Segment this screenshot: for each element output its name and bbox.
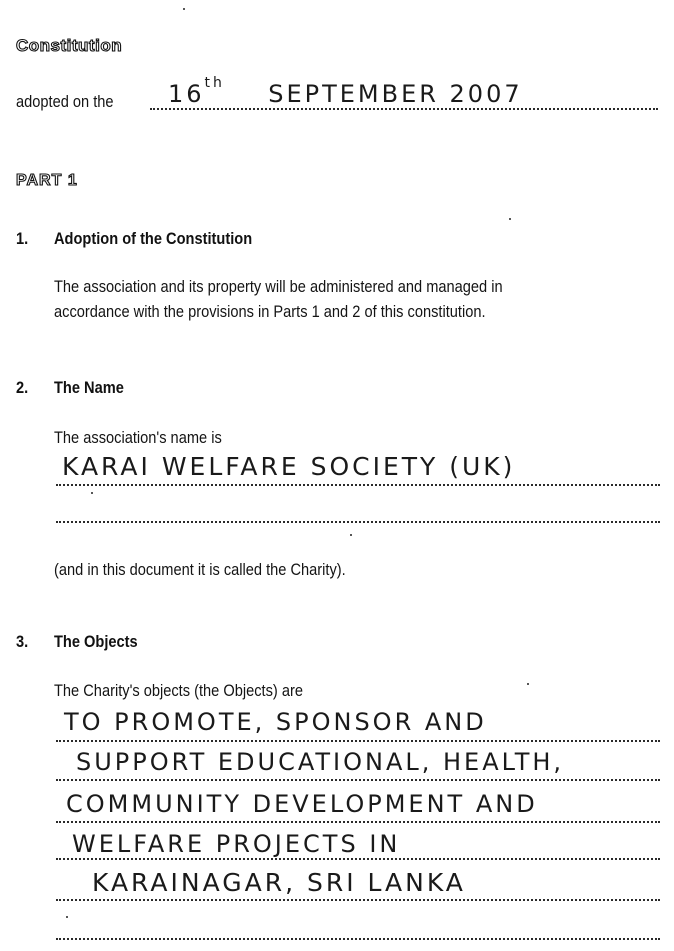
part-label: PART 1 bbox=[16, 172, 78, 189]
scan-speck bbox=[66, 916, 68, 918]
name-line-1 bbox=[56, 484, 660, 486]
scan-speck bbox=[509, 218, 511, 220]
objects-line-1: TO PROMOTE, SPONSOR AND bbox=[64, 708, 487, 736]
adopted-label: adopted on the bbox=[16, 92, 114, 111]
objects-dotted-line-3 bbox=[56, 821, 660, 823]
adopted-date-rest: SEPTEMBER 2007 bbox=[268, 80, 523, 108]
objects-dotted-line-2 bbox=[56, 779, 660, 781]
objects-dotted-line-4 bbox=[56, 858, 660, 860]
scan-speck bbox=[350, 534, 352, 536]
objects-dotted-line-5 bbox=[56, 899, 660, 901]
section-2-note: (and in this document it is called the Charity). bbox=[54, 560, 346, 579]
section-1-body-line1: The association and its property will be administered and managed in bbox=[54, 277, 503, 296]
section-2-heading: The Name bbox=[54, 378, 124, 397]
name-line-2 bbox=[56, 521, 660, 523]
objects-line-2: SUPPORT EDUCATIONAL, HEALTH, bbox=[76, 748, 565, 776]
objects-line-5: KARAINAGAR, SRI LANKA bbox=[92, 868, 466, 897]
scan-speck bbox=[527, 683, 529, 685]
section-3-number: 3. bbox=[16, 632, 29, 651]
document-title: Constitution bbox=[16, 36, 123, 55]
section-2-number: 2. bbox=[16, 378, 29, 397]
section-2-handwritten-name: KARAI WELFARE SOCIETY (UK) bbox=[62, 452, 516, 481]
section-1-heading: Adoption of the Constitution bbox=[54, 229, 253, 248]
adopted-date-line bbox=[150, 108, 658, 110]
section-1-number: 1. bbox=[16, 229, 29, 248]
scan-speck bbox=[183, 8, 185, 10]
scan-speck bbox=[91, 492, 93, 494]
objects-line-3: COMMUNITY DEVELOPMENT AND bbox=[66, 790, 538, 818]
objects-dotted-line-1 bbox=[56, 740, 660, 742]
section-3-heading: The Objects bbox=[54, 632, 138, 651]
section-2-prompt: The association's name is bbox=[54, 428, 222, 447]
adopted-date-suffix: th bbox=[204, 75, 225, 91]
objects-dotted-line-6 bbox=[56, 938, 660, 940]
section-1-body-line2: accordance with the provisions in Parts 1 and 2 of this constitution. bbox=[54, 302, 486, 321]
objects-line-4: WELFARE PROJECTS IN bbox=[72, 830, 401, 858]
adopted-date-day: 16 bbox=[168, 80, 205, 108]
adopted-date-handwritten bbox=[168, 75, 523, 108]
section-3-prompt: The Charity's objects (the Objects) are bbox=[54, 681, 303, 700]
